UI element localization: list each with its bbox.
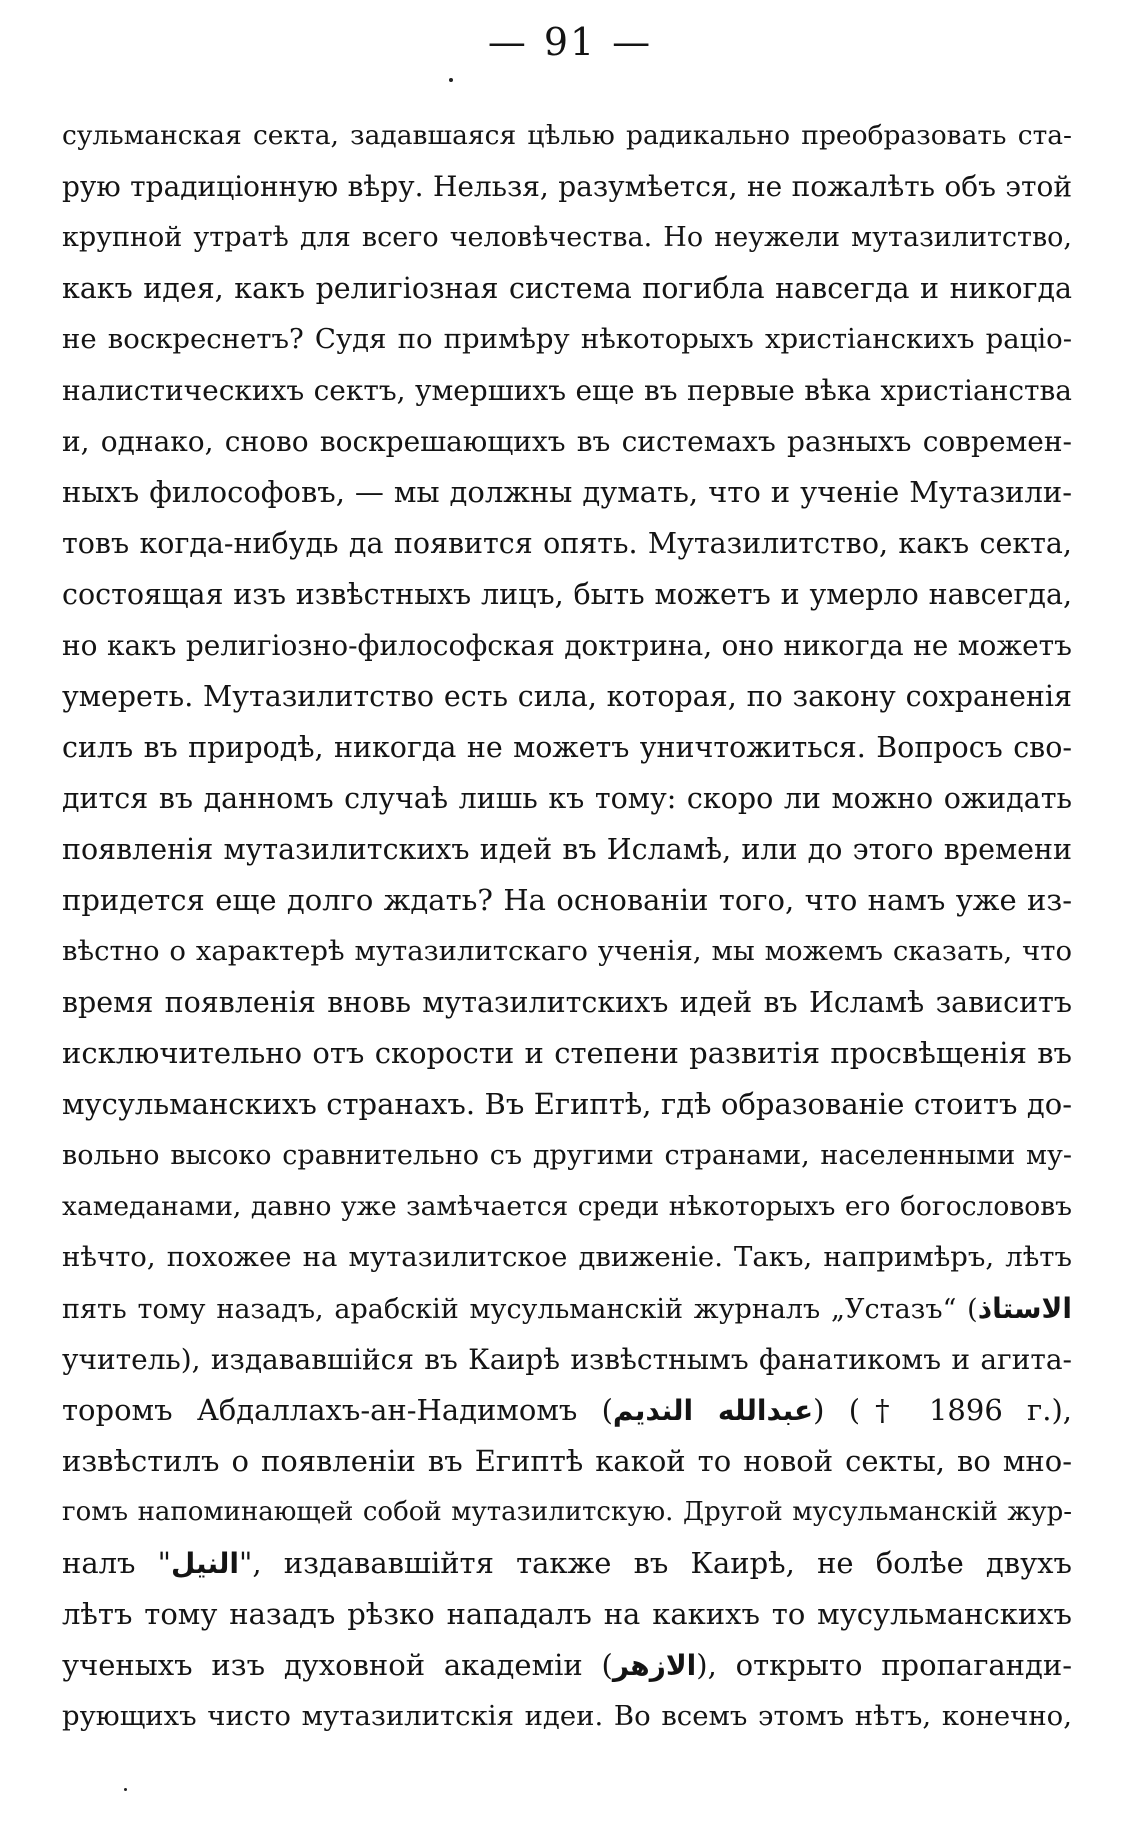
text-line: умереть. Мутазилитство есть сила, которая, по закону сохраненія xyxy=(62,680,1072,713)
text-line: вѣстно о характерѣ мутазилитскаго ученія, мы можемъ сказать, что xyxy=(62,935,1072,967)
dash-left: — xyxy=(487,20,528,64)
text-line: исключительно отъ скорости и степени развитія просвѣщенія въ xyxy=(62,1036,1072,1070)
text-line: и, однако, сново воскрешающихъ въ системахъ разныхъ современ- xyxy=(62,425,1072,458)
text-line: придется еще долго ждать? На основаніи того, что намъ уже из- xyxy=(62,883,1072,917)
text-line: какъ идея, какъ религіозная система погибла навсегда и никогда xyxy=(62,272,1072,305)
text-line: нѣчто, похожее на мутазилитское движеніе. Такъ, напримѣръ, лѣтъ xyxy=(62,1241,1072,1273)
text-line: мусульманскихъ странахъ. Въ Египтѣ, гдѣ образованіе стоитъ до- xyxy=(62,1087,1072,1121)
text-line: лѣтъ тому назадъ рѣзко нападалъ на какихъ то мусульманскихъ xyxy=(62,1597,1072,1631)
print-speck xyxy=(449,78,453,82)
text-line: дится въ данномъ случаѣ лишь къ тому: скоро ли можно ожидать xyxy=(62,782,1072,815)
text-line-with-arabic xyxy=(62,1385,1072,1436)
dash-right: — xyxy=(612,20,653,64)
text-line: товъ когда-нибудь да появится опять. Мутазилитство, какъ секта, xyxy=(62,527,1072,560)
text-line: извѣстилъ о появленіи въ Египтѣ какой то новой секты, во мно- xyxy=(62,1444,1072,1478)
text-line: состоящая изъ извѣстныхъ лицъ, быть можетъ и умерло навсегда, xyxy=(62,578,1072,611)
text-segment: налъ " xyxy=(62,1546,172,1580)
text-line: но какъ религіозно-философская доктрина, оно никогда не можетъ xyxy=(62,629,1072,662)
body-text xyxy=(62,110,1072,1742)
text-line: силъ въ природѣ, никогда не можетъ уничтожиться. Вопросъ сво- xyxy=(62,731,1072,764)
text-segment: пять тому назадъ, арабскій мусульманскій журналъ „Устазъ“ ( xyxy=(62,1294,978,1325)
text-segment: ученыхъ изъ духовной академіи ( xyxy=(62,1648,613,1682)
page-number-header xyxy=(0,20,1140,64)
arabic-term-ustaz: الاستاذ xyxy=(977,1292,1072,1325)
text-line: крупной утратѣ для всего человѣчества. Но неужели мутазилитство, xyxy=(62,222,1072,253)
text-segment: ) († 1896 г.), xyxy=(813,1393,1072,1427)
page-number: 91 xyxy=(543,20,597,64)
text-line: вольно высоко сравнительно съ другими странами, населенными му- xyxy=(62,1140,1072,1171)
text-line-with-arabic xyxy=(62,1640,1072,1691)
text-segment: ", издававшійтя также въ Каирѣ, не болѣе двухъ xyxy=(239,1546,1072,1580)
text-line: время появленія вновь мутазилитскихъ идей въ Исламѣ зависитъ xyxy=(62,986,1072,1019)
text-line: ныхъ философовъ, — мы должны думать, что и ученіе Мутазили- xyxy=(62,475,1072,509)
text-line: учитель), издававшійся въ Каирѣ извѣстнымъ фанатикомъ и агита- xyxy=(62,1343,1072,1376)
text-line: рующихъ чисто мутазилитскія идеи. Во всемъ этомъ нѣтъ, конечно, xyxy=(62,1700,1072,1732)
text-line-with-arabic xyxy=(62,1283,1072,1334)
text-line: сульманская секта, задавшаяся цѣлью радикально преобразовать ста- xyxy=(62,120,1072,151)
text-segment: ), открыто пропаганди- xyxy=(696,1648,1072,1682)
text-line: гомъ напоминающей собой мутазилитскую. Другой мусульманскій жур- xyxy=(62,1497,1072,1527)
text-line-with-arabic xyxy=(62,1538,1072,1589)
text-line: налистическихъ сектъ, умершихъ еще въ первые вѣка христіанства xyxy=(62,374,1072,407)
text-line: не воскреснетъ? Судя по примѣру нѣкоторыхъ христіанскихъ раціо- xyxy=(62,323,1072,355)
print-speck xyxy=(124,1788,127,1791)
text-line: появленія мутазилитскихъ идей въ Исламѣ, или до этого времени xyxy=(62,833,1072,866)
text-segment: торомъ Абдаллахъ-ан-Надимомъ ( xyxy=(62,1393,613,1427)
arabic-term-nil: النيل xyxy=(171,1547,239,1580)
arabic-name-nadim: عبدالله النديم xyxy=(612,1394,814,1427)
arabic-term-azhar: الازهر xyxy=(612,1649,697,1682)
text-line: хамеданами, давно уже замѣчается среди нѣкоторыхъ его богослововъ xyxy=(62,1191,1072,1222)
text-line: рую традиціонную вѣру. Нельзя, разумѣется, не пожалѣть объ этой xyxy=(62,170,1072,203)
